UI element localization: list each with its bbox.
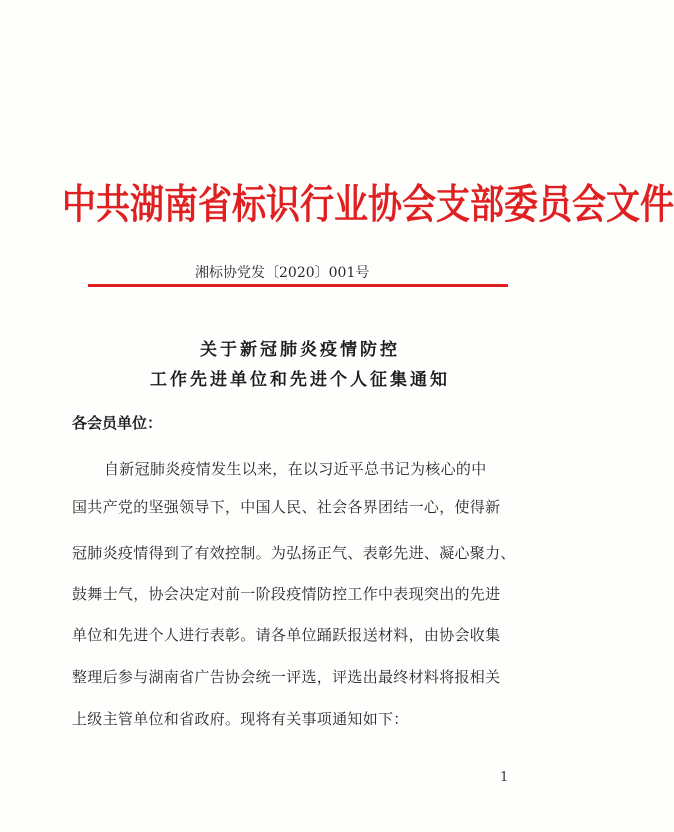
body-line-4: 鼓舞士气，协会决定对前一阶段疫情防控工作中表现突出的先进	[72, 585, 501, 603]
salutation: 各会员单位：	[72, 414, 163, 432]
page-number: 1	[500, 770, 509, 785]
document-number: 湘标协党发〔2020〕001号	[195, 265, 370, 281]
body-line-6: 整理后参与湖南省广告协会统一评选，评选出最终材料将报相关	[72, 668, 501, 686]
masthead-title: 中共湖南省标识行业协会支部委员会文件	[62, 181, 674, 229]
notice-title-line-1: 关于新冠肺炎疫情防控	[200, 340, 400, 360]
red-divider-line	[88, 284, 508, 287]
body-line-1: 自新冠肺炎疫情发生以来，在以习近平总书记为核心的中	[104, 460, 487, 478]
body-line-5: 单位和先进个人进行表彰。请各单位踊跃报送材料，由协会收集	[72, 626, 501, 644]
body-line-3: 冠肺炎疫情得到了有效控制。为弘扬正气、表彰先进、凝心聚力、	[72, 544, 516, 562]
body-line-7: 上级主管单位和省政府。现将有关事项通知如下：	[72, 710, 409, 728]
body-line-2: 国共产党的坚强领导下，中国人民、社会各界团结一心，使得新	[72, 498, 501, 516]
notice-title-line-2: 工作先进单位和先进个人征集通知	[150, 370, 450, 390]
